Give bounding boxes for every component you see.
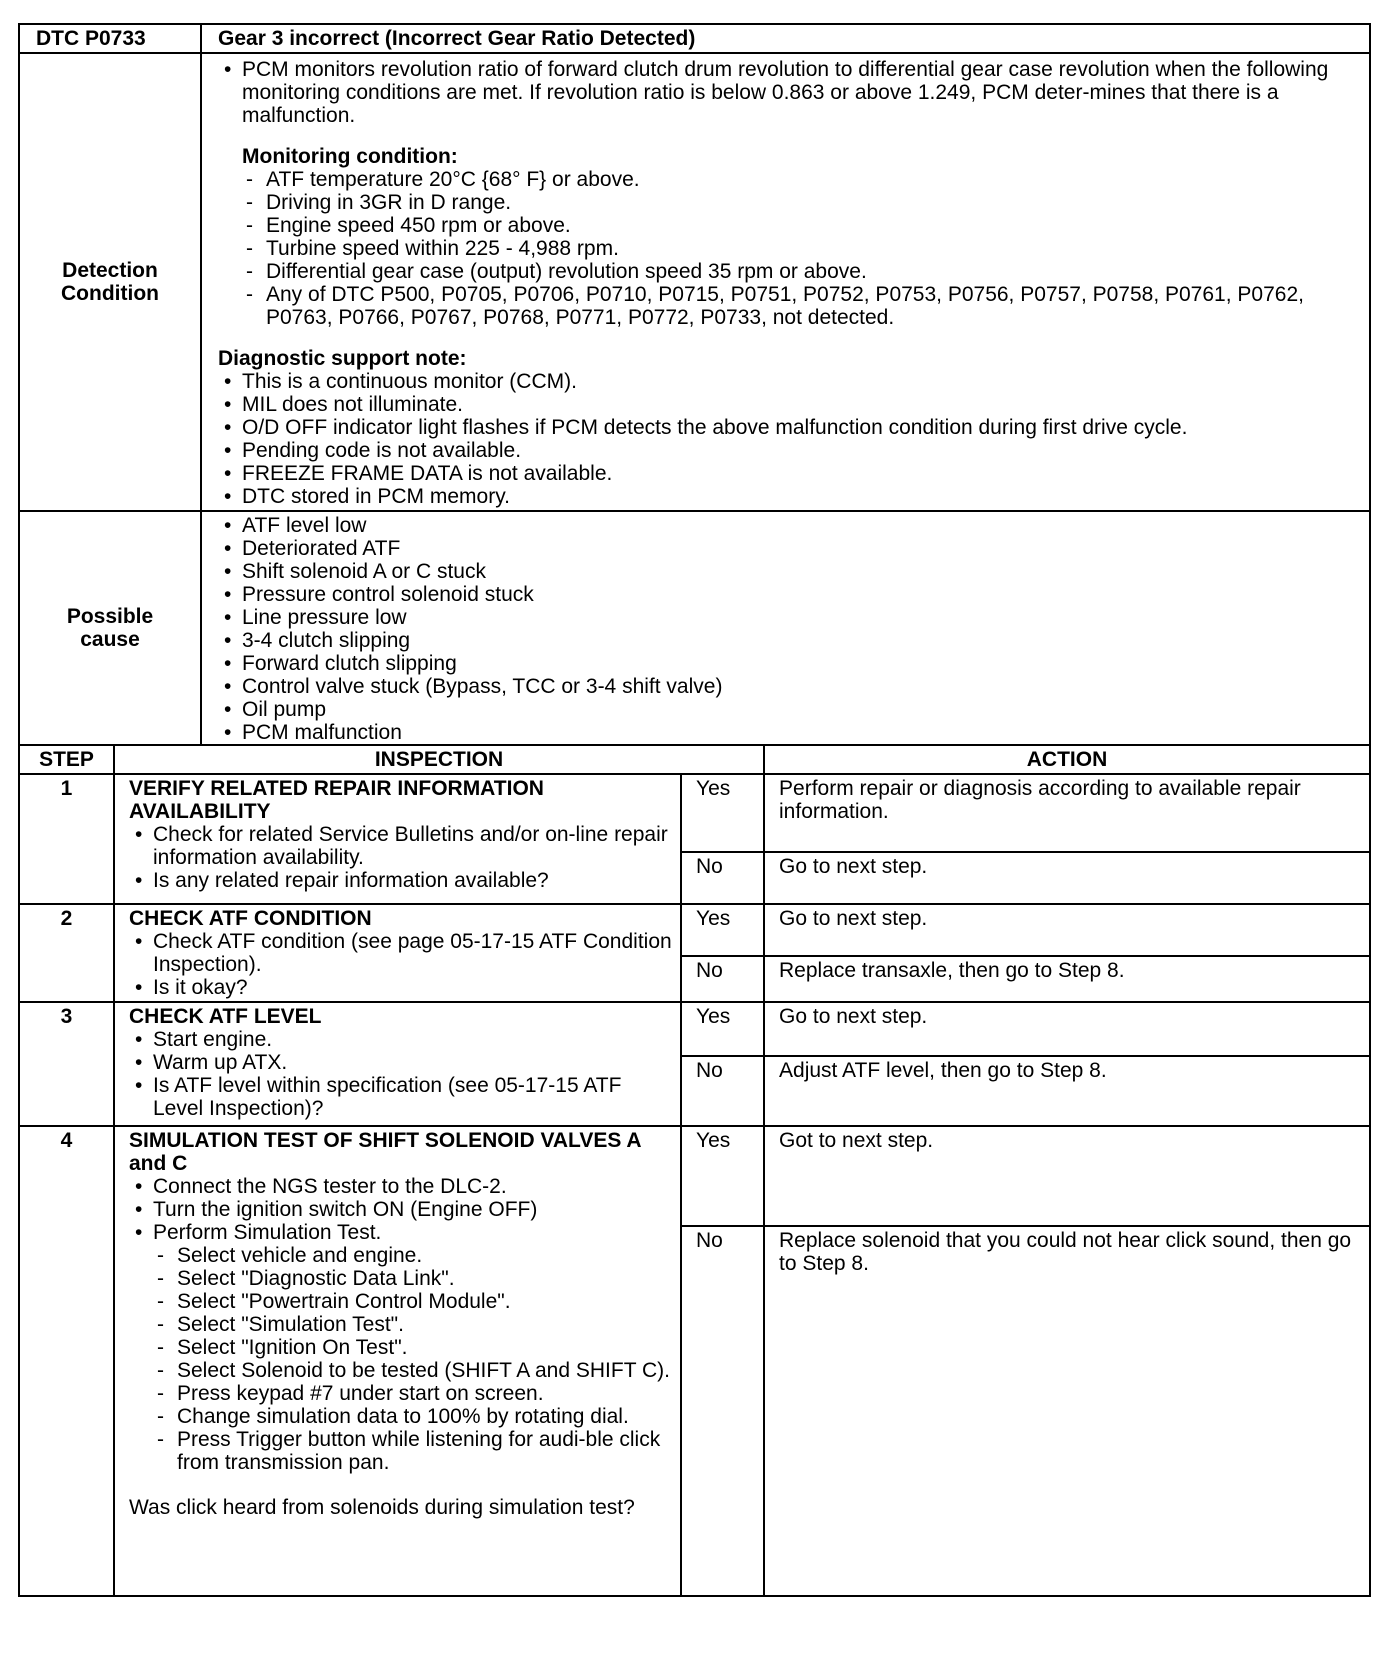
simulation-substeps <box>129 1244 672 1474</box>
dtc-title: Gear 3 incorrect (Incorrect Gear Ratio Detected) <box>201 24 1370 53</box>
yes-action: Got to next step. <box>764 1126 1370 1226</box>
yes-action: Go to next step. <box>764 904 1370 956</box>
no-label: No <box>681 1056 764 1126</box>
action-column-header: ACTION <box>764 745 1370 774</box>
step-number: 4 <box>19 1126 114 1596</box>
yes-action: Perform repair or diagnosis according to available repair information. <box>764 774 1370 852</box>
step-title: CHECK ATF LEVEL <box>129 1005 322 1028</box>
list-item: - Press keypad #7 under start on screen. <box>153 1382 672 1405</box>
monitoring-condition-title: Monitoring condition: <box>242 145 458 168</box>
step-1-yes-row <box>19 774 1370 852</box>
step-question: Was click heard from solenoids during simulation test? <box>129 1496 635 1519</box>
step-column-header: STEP <box>19 745 114 774</box>
no-label: No <box>681 956 764 1002</box>
detection-condition-row <box>19 53 1370 511</box>
list-item: • PCM malfunction <box>218 721 1349 744</box>
inspection-column-header: INSPECTION <box>114 745 764 774</box>
list-item: • Line pressure low <box>218 606 1349 629</box>
list-item: • Connect the NGS tester to the DLC-2. <box>129 1175 672 1198</box>
list-item: • This is a continuous monitor (CCM). <box>218 370 1349 393</box>
step-inspection <box>114 1002 681 1126</box>
list-item: • Forward clutch slipping <box>218 652 1349 675</box>
possible-cause-label: Possible cause <box>19 511 201 745</box>
list-item: - ATF temperature 20°C {68° F} or above. <box>242 168 1349 191</box>
detection-condition-content <box>201 53 1370 511</box>
list-item: • Pressure control solenoid stuck <box>218 583 1349 606</box>
dtc-code: DTC P0733 <box>19 24 201 53</box>
dtc-info-table <box>18 23 1371 746</box>
no-action: Replace solenoid that you could not hear click sound, then go to Step 8. <box>764 1226 1370 1596</box>
list-item: • Is ATF level within specification (see 05-17-15 ATF Level Inspection)? <box>129 1074 672 1120</box>
step-number: 2 <box>19 904 114 1002</box>
list-item: • Perform Simulation Test. <box>129 1221 672 1244</box>
monitoring-condition-list <box>242 168 1349 329</box>
list-item: • Start engine. <box>129 1028 672 1051</box>
yes-action: Go to next step. <box>764 1002 1370 1056</box>
step-inspection <box>114 904 681 1002</box>
no-action: Replace transaxle, then go to Step 8. <box>764 956 1370 1002</box>
list-item: • 3-4 clutch slipping <box>218 629 1349 652</box>
steps-header-row <box>19 745 1370 774</box>
step-3-yes-row <box>19 1002 1370 1056</box>
no-label: No <box>681 1226 764 1596</box>
yes-label: Yes <box>681 1002 764 1056</box>
step-4-yes-row <box>19 1126 1370 1226</box>
no-label: No <box>681 852 764 904</box>
dtc-header-row <box>19 24 1370 53</box>
list-item: - Press Trigger button while listening for audi-ble click from transmission pan. <box>153 1428 672 1474</box>
step-inspection <box>114 774 681 904</box>
detection-condition-label: Detection Condition <box>19 53 201 511</box>
list-item: • Check for related Service Bulletins and/or on-line repair information availability. <box>129 823 672 869</box>
list-item: • Deteriorated ATF <box>218 537 1349 560</box>
diagnostic-support-list <box>218 370 1349 508</box>
no-action: Adjust ATF level, then go to Step 8. <box>764 1056 1370 1126</box>
list-item: • FREEZE FRAME DATA is not available. <box>218 462 1349 485</box>
yes-label: Yes <box>681 904 764 956</box>
possible-cause-content <box>201 511 1370 745</box>
list-item: • Is any related repair information available? <box>129 869 672 892</box>
list-item: - Select Solenoid to be tested (SHIFT A and SHIFT C). <box>153 1359 672 1382</box>
detection-intro: • PCM monitors revolution ratio of forward clutch drum revolution to differential gear case revolution when the following monitoring conditions are met. If revolution ratio is below 0.863 or above 1.249, PCM deter-mines that there is a malfunction. <box>218 58 1349 127</box>
list-item: • Oil pump <box>218 698 1349 721</box>
list-item: • Control valve stuck (Bypass, TCC or 3-4 shift valve) <box>218 675 1349 698</box>
list-item: - Engine speed 450 rpm or above. <box>242 214 1349 237</box>
list-item: - Select "Simulation Test". <box>153 1313 672 1336</box>
possible-cause-list <box>218 514 1349 744</box>
possible-cause-row <box>19 511 1370 745</box>
step-number: 3 <box>19 1002 114 1126</box>
yes-label: Yes <box>681 1126 764 1226</box>
list-item: • Check ATF condition (see page 05-17-15 ATF Condition Inspection). <box>129 930 672 976</box>
list-item: - Select vehicle and engine. <box>153 1244 672 1267</box>
diagnostic-steps-table <box>18 744 1371 1597</box>
list-item: - Differential gear case (output) revolution speed 35 rpm or above. <box>242 260 1349 283</box>
step-title: VERIFY RELATED REPAIR INFORMATION AVAILABILITY <box>129 777 544 823</box>
list-item: - Turbine speed within 225 - 4,988 rpm. <box>242 237 1349 260</box>
list-item: • Turn the ignition switch ON (Engine OFF) <box>129 1198 672 1221</box>
list-item: • ATF level low <box>218 514 1349 537</box>
step-number: 1 <box>19 774 114 904</box>
list-item: • O/D OFF indicator light flashes if PCM detects the above malfunction condition during first drive cycle. <box>218 416 1349 439</box>
no-action: Go to next step. <box>764 852 1370 904</box>
list-item: - Select "Diagnostic Data Link". <box>153 1267 672 1290</box>
list-item: • DTC stored in PCM memory. <box>218 485 1349 508</box>
list-item: - Select "Powertrain Control Module". <box>153 1290 672 1313</box>
step-title: CHECK ATF CONDITION <box>129 907 372 930</box>
list-item: - Select "Ignition On Test". <box>153 1336 672 1359</box>
list-item: • Pending code is not available. <box>218 439 1349 462</box>
dtc-document <box>18 23 1371 1597</box>
list-item: - Driving in 3GR in D range. <box>242 191 1349 214</box>
list-item: - Any of DTC P500, P0705, P0706, P0710, P0715, P0751, P0752, P0753, P0756, P0757, P0758, P0761, P0762, P0763, P0766, P0767, P0768, P0771, P0772, P0733, not detected. <box>242 283 1349 329</box>
step-inspection <box>114 1126 681 1596</box>
diagnostic-support-title: Diagnostic support note: <box>218 347 467 370</box>
step-2-yes-row <box>19 904 1370 956</box>
list-item: • Shift solenoid A or C stuck <box>218 560 1349 583</box>
step-title: SIMULATION TEST OF SHIFT SOLENOID VALVES A and C <box>129 1129 641 1175</box>
list-item: • MIL does not illuminate. <box>218 393 1349 416</box>
list-item: - Change simulation data to 100% by rotating dial. <box>153 1405 672 1428</box>
list-item: • Warm up ATX. <box>129 1051 672 1074</box>
list-item: • Is it okay? <box>129 976 672 999</box>
yes-label: Yes <box>681 774 764 852</box>
